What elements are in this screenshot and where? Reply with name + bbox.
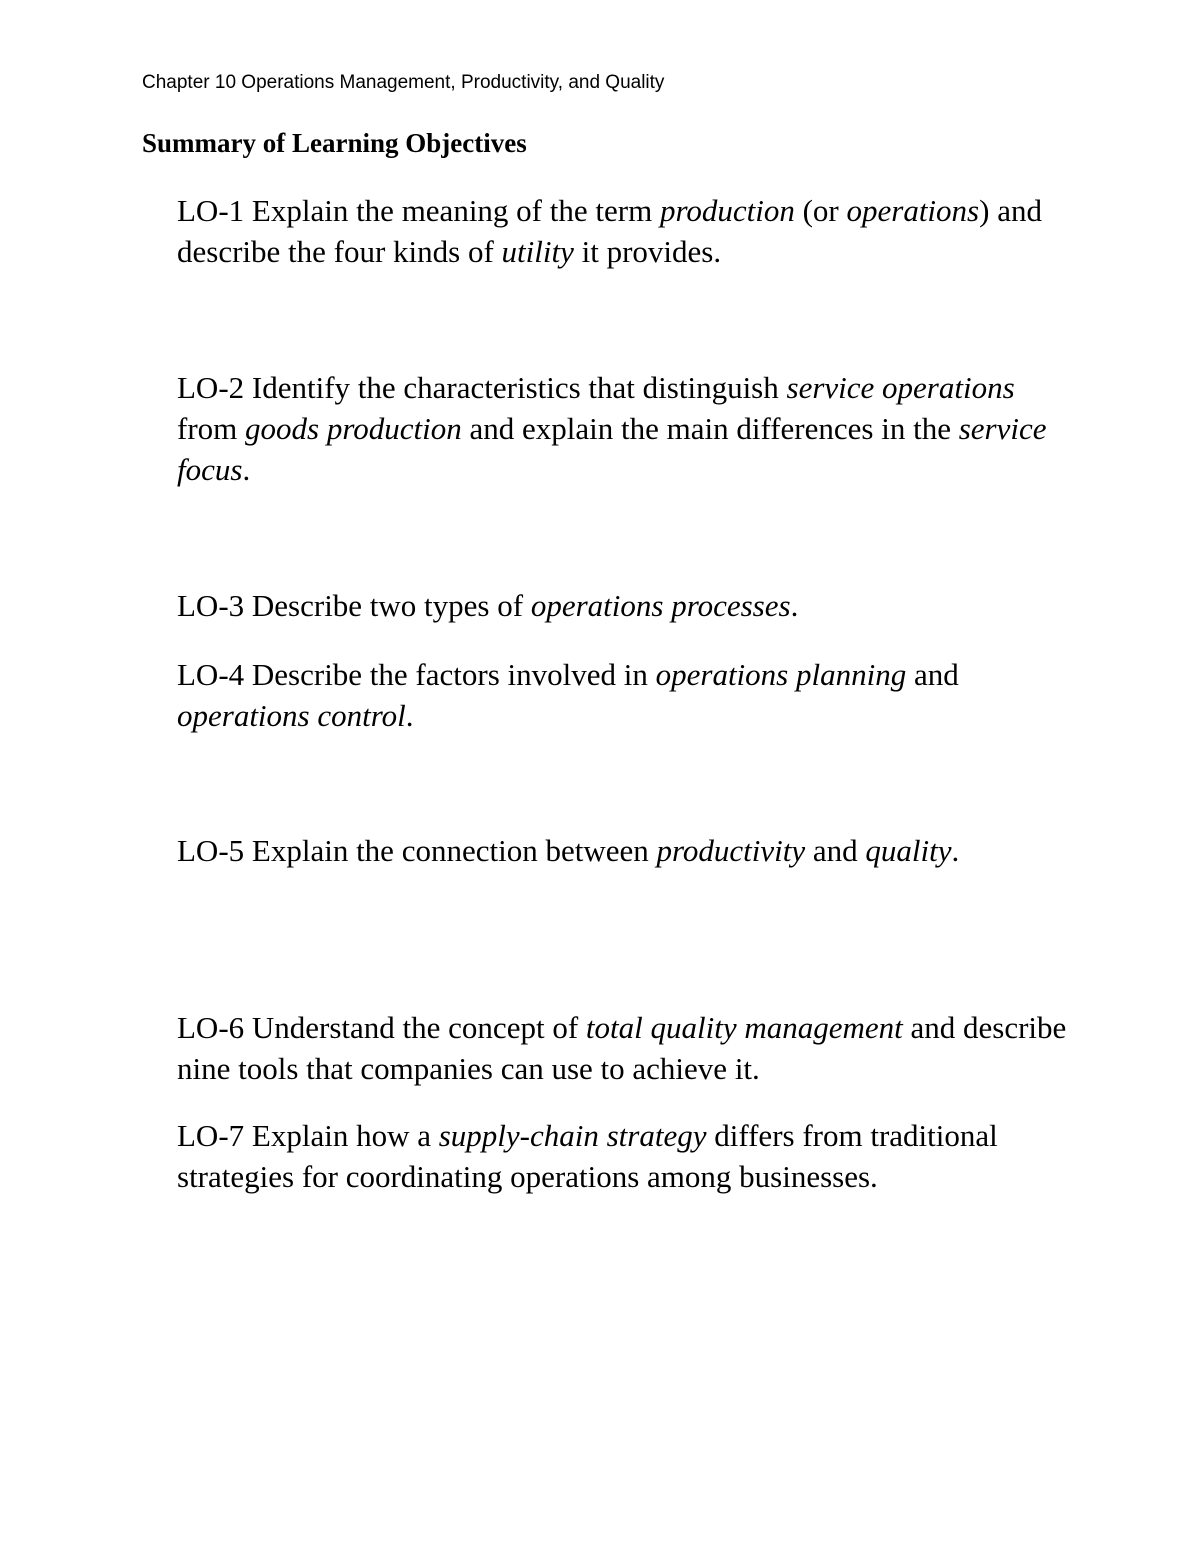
learning-objective-3 bbox=[177, 585, 1077, 626]
objective-text: LO-1 Explain the meaning of the term bbox=[177, 193, 660, 228]
objective-term: quality bbox=[865, 833, 952, 868]
section-title: Summary of Learning Objectives bbox=[142, 128, 527, 158]
objective-text: it provides. bbox=[573, 234, 722, 269]
learning-objective-1 bbox=[177, 190, 1077, 272]
learning-objective-5 bbox=[177, 830, 1077, 871]
learning-objective-4 bbox=[177, 654, 1077, 736]
chapter-header: Chapter 10 Operations Management, Productivity, and Quality bbox=[142, 72, 665, 93]
objective-text: differs from traditional strategies for coordinating operations among businesses. bbox=[177, 1118, 1006, 1194]
objective-text: and bbox=[906, 657, 967, 692]
objective-text: LO-7 Explain how a bbox=[177, 1118, 439, 1153]
learning-objective-6 bbox=[177, 1007, 1077, 1089]
objective-term: production bbox=[659, 193, 795, 228]
learning-objective-2 bbox=[177, 367, 1077, 490]
objective-text: and bbox=[805, 833, 866, 868]
objective-text: LO-4 Describe the factors involved in bbox=[177, 657, 656, 692]
objective-text: (or bbox=[794, 193, 847, 228]
learning-objective-7 bbox=[177, 1115, 1077, 1197]
objective-term: supply-chain strategy bbox=[438, 1118, 707, 1153]
objective-text: LO-3 Describe two types of bbox=[177, 588, 531, 623]
objective-term: service focus bbox=[177, 411, 1055, 487]
objective-text: . bbox=[242, 452, 251, 487]
objective-term: operations planning bbox=[655, 657, 907, 692]
objective-text: . bbox=[790, 588, 799, 623]
objective-text: . bbox=[405, 698, 414, 733]
objective-term: operations control bbox=[177, 698, 406, 733]
objective-term: goods production bbox=[245, 411, 462, 446]
objective-term: operations processes bbox=[530, 588, 791, 623]
objective-text: LO-5 Explain the connection between bbox=[177, 833, 657, 868]
objective-text: and describe nine tools that companies can use to achieve it. bbox=[177, 1010, 1075, 1086]
objective-text: and explain the main differences in the bbox=[461, 411, 959, 446]
objective-term: total quality management bbox=[585, 1010, 903, 1045]
objective-term: productivity bbox=[656, 833, 806, 868]
objective-text: ) and describe the four kinds of bbox=[177, 193, 1050, 269]
objective-text: from bbox=[177, 370, 1023, 446]
objective-term: utility bbox=[501, 234, 574, 269]
objective-text: LO-6 Understand the concept of bbox=[177, 1010, 586, 1045]
objective-term: operations bbox=[846, 193, 980, 228]
objective-text: . bbox=[951, 833, 960, 868]
objective-term: service operations bbox=[786, 370, 1015, 405]
objective-text: LO-2 Identify the characteristics that distinguish bbox=[177, 370, 787, 405]
